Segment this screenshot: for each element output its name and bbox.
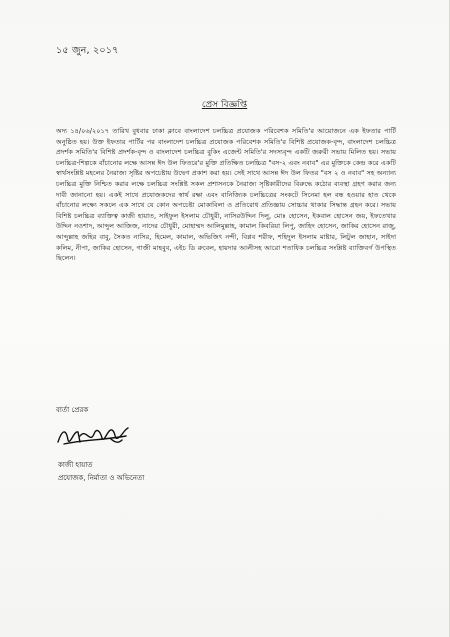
document-title — [0, 97, 449, 112]
body-paragraph — [56, 126, 396, 264]
signer-name: কাজী হায়াত — [58, 461, 93, 469]
handwritten-signature — [52, 418, 136, 452]
signer-role: প্রযোজক, নির্মাতা ও অভিনেতা — [58, 474, 145, 482]
sender-label: বার্তা প্রেরক — [56, 406, 89, 414]
title-text: প্রেস বিজ্ঞপ্তি — [201, 100, 248, 110]
body-text: অদ্য ১৪/০৬/২০১৭ তারিখ বুধবার ঢাকা ক্লাবে বাংলাদেশ চলচ্চিত্র প্রযোজক পরিবেশক সমিতি'র আয়োজনে এক ইফতার পার্টি অনুষ্ঠিত হয়। উক্ত ইফতার পার্টির পর বাংলাদেশ চলচ্চিত্র প্রযোজক পরিবেশক সমিতি'র বিশিষ্ট প্রযোজক-বৃন্দ, বাংলাদেশ চলচ্চিত্র প্রদর্শক সমিতি'র বিশিষ্ট প্রদর্শক-বৃন্দ ও বাংলাদেশ চলচ্চিত্র বুকিং এজেন্ট সমিতি'র সদস্যবৃন্দ একটি জরুরী সভায় মিলিত হয়। সভায় চলচ্চিত্র-শিল্পকে বাঁচানোর লক্ষে আসন্ন ঈদ উল ফিতরে'র মুক্তি প্রতিক্ষিত চলচ্চিত্র "বস-২ এবং নবাব" এর মুক্তিকে কেন্দ্র করে একটি স্বার্থসংশ্লিষ্ট মহলের নৈরাজ্য সৃষ্টির অপচেষ্টায় উদ্বেগ প্রকাশ করা হয়। সেই সাথে আসন্ন ঈদ উল ফিতর "বস ২ ও নবাব" সহ অন্যান্য চলচ্চিত্র মুক্তি নিশ্চিত করার লক্ষে চলচ্চিত্র সংশ্লিষ্ট সকল প্রশাসনকে নৈরাজ্য সৃষ্টিকারীদের বিরুদ্ধে কঠোর ব্যবস্থা গ্রহণ করার জন্য দাবী জানানো হয়। একই সাথে প্রযোজকদের স্বার্থ রক্ষা এবং বানিজ্যিক চলচ্চিত্রের সংকটে সিনেমা হল বন্ধ হওয়ার হাত থেকে বাঁচানোর লক্ষ্যে সকলে এক সাথে যে কোন অপচেষ্টা মোকাবিলা ও প্রতিরোধ প্রতিজ্ঞায় সোচ্চার থাকার সিদ্ধান্ত গ্রহন করে। সভায় বিশিষ্ট চলচ্চিত্র ব্যাক্তিত্ব কাজী হায়াত, সাইফুল ইসলাম চৌধুরী, নাসিরউদ্দিন দিলু, মোঃ হোসেন, ইকবাল হোসেন জয়, ইফতেখার উদ্দিন নওশাদ, আব্দুল আজিজ, নাদের চৌধুরী, মোহাম্মদ আলিমুল্লাহ, কামাল কিবরিয়া লিপু, জাহিদ হোসেন, জাকির হোসেন রাজু, আব্দুল্লাহ জহির বাবু, সৈকত নাসির, হিমেল, কামাল, অভিজিৎ নন্দী, বিপ্লব শরীফ, শহিদুল ইসলাম মাষ্টার, লিটুল জাহান, সাইদা কলিম, নীপা, জাকির হোসেন, গাজী মাহবুব, এইচ ডি রুবেল, হায়দার আলীসহ আরো শতাধিক চলচ্চিত্র সংশ্লিষ্ট ব্যাক্তিবর্গ উপস্থিত ছিলেন। — [56, 127, 396, 263]
date-line: ১৫ জুন, ২০১৭ — [56, 45, 119, 56]
